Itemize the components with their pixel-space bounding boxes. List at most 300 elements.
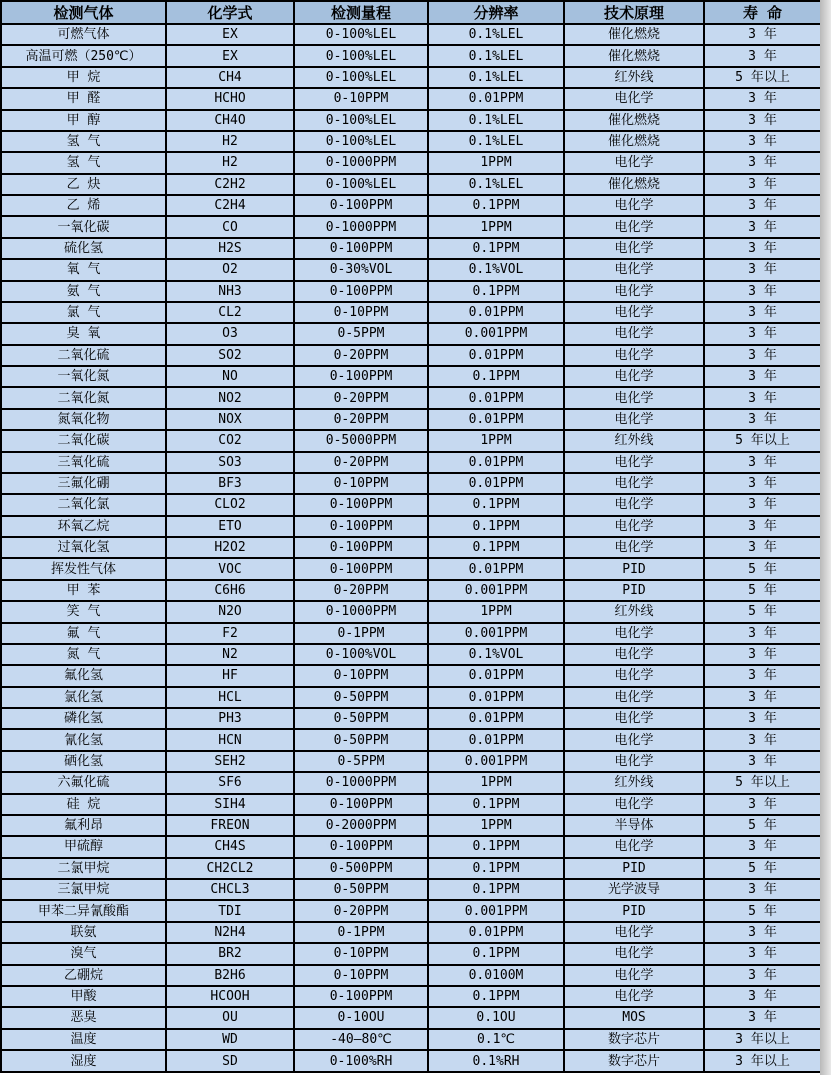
cell-lifespan: 3 年	[704, 88, 821, 109]
cell-formula: CH4O	[166, 110, 294, 131]
cell-gas: 过氧化氢	[1, 537, 166, 558]
cell-range: 0-100PPM	[294, 836, 428, 857]
cell-resolution: 1PPM	[428, 216, 564, 237]
table-row	[1, 302, 821, 323]
cell-range: 0-100PPM	[294, 366, 428, 387]
cell-gas: 环氧乙烷	[1, 516, 166, 537]
table-row	[1, 281, 821, 302]
cell-resolution: 0.01PPM	[428, 88, 564, 109]
cell-gas: 二氯甲烷	[1, 858, 166, 879]
cell-lifespan: 3 年	[704, 366, 821, 387]
column-header-formula: 化学式	[166, 1, 294, 24]
table-row	[1, 110, 821, 131]
cell-resolution: 1PPM	[428, 152, 564, 173]
cell-principle: 催化燃烧	[564, 24, 704, 45]
cell-gas: 联氨	[1, 922, 166, 943]
cell-principle: 数字芯片	[564, 1029, 704, 1050]
cell-formula: FREON	[166, 815, 294, 836]
cell-range: 0-10PPM	[294, 473, 428, 494]
cell-range: 0-100PPM	[294, 281, 428, 302]
cell-resolution: 0.01PPM	[428, 473, 564, 494]
cell-lifespan: 3 年	[704, 302, 821, 323]
column-header-gas: 检测气体	[1, 1, 166, 24]
cell-formula: SO2	[166, 345, 294, 366]
cell-principle: 电化学	[564, 965, 704, 986]
cell-lifespan: 5 年	[704, 601, 821, 622]
table-row	[1, 88, 821, 109]
table-row	[1, 174, 821, 195]
cell-lifespan: 3 年	[704, 281, 821, 302]
cell-gas: 甲 醛	[1, 88, 166, 109]
cell-principle: 电化学	[564, 794, 704, 815]
cell-lifespan: 3 年	[704, 537, 821, 558]
cell-principle: 电化学	[564, 729, 704, 750]
table-row	[1, 195, 821, 216]
cell-range: 0-1PPM	[294, 922, 428, 943]
cell-gas: 一氧化碳	[1, 216, 166, 237]
cell-range: -40—80℃	[294, 1029, 428, 1050]
cell-formula: SF6	[166, 772, 294, 793]
cell-range: 0-500PPM	[294, 858, 428, 879]
cell-range: 0-100%RH	[294, 1050, 428, 1072]
cell-formula: CO	[166, 216, 294, 237]
cell-gas: 硒化氢	[1, 751, 166, 772]
cell-formula: NOX	[166, 409, 294, 430]
cell-range: 0-100%LEL	[294, 110, 428, 131]
cell-resolution: 0.1%LEL	[428, 45, 564, 66]
cell-resolution: 0.1%LEL	[428, 24, 564, 45]
cell-lifespan: 3 年	[704, 965, 821, 986]
table-row	[1, 537, 821, 558]
cell-formula: H2	[166, 152, 294, 173]
table-row	[1, 516, 821, 537]
cell-formula: EX	[166, 24, 294, 45]
cell-principle: 电化学	[564, 473, 704, 494]
table-row	[1, 687, 821, 708]
cell-formula: TDI	[166, 900, 294, 921]
cell-principle: 电化学	[564, 452, 704, 473]
cell-formula: CH4	[166, 67, 294, 88]
cell-range: 0-100%LEL	[294, 45, 428, 66]
cell-principle: 电化学	[564, 537, 704, 558]
table-row	[1, 729, 821, 750]
cell-resolution: 0.1℃	[428, 1029, 564, 1050]
cell-gas: 氮氧化物	[1, 409, 166, 430]
cell-principle: 红外线	[564, 67, 704, 88]
cell-principle: 催化燃烧	[564, 131, 704, 152]
cell-resolution: 0.1PPM	[428, 986, 564, 1007]
cell-formula: HCN	[166, 729, 294, 750]
cell-resolution: 0.001PPM	[428, 623, 564, 644]
cell-resolution: 0.1PPM	[428, 516, 564, 537]
table-row	[1, 708, 821, 729]
cell-resolution: 0.1PPM	[428, 794, 564, 815]
cell-principle: 电化学	[564, 216, 704, 237]
cell-lifespan: 3 年	[704, 644, 821, 665]
cell-formula: CO2	[166, 430, 294, 451]
table-row	[1, 24, 821, 45]
cell-gas: 三氟化硼	[1, 473, 166, 494]
cell-resolution: 0.1%LEL	[428, 174, 564, 195]
cell-formula: F2	[166, 623, 294, 644]
cell-range: 0-100%LEL	[294, 24, 428, 45]
cell-principle: 电化学	[564, 366, 704, 387]
cell-gas: 氨 气	[1, 281, 166, 302]
cell-gas: 硫化氢	[1, 238, 166, 259]
column-header-principle: 技术原理	[564, 1, 704, 24]
cell-formula: H2S	[166, 238, 294, 259]
cell-principle: 电化学	[564, 281, 704, 302]
cell-range: 0-100PPM	[294, 558, 428, 579]
cell-range: 0-5PPM	[294, 323, 428, 344]
cell-range: 0-50PPM	[294, 687, 428, 708]
cell-lifespan: 3 年	[704, 665, 821, 686]
cell-resolution: 0.1PPM	[428, 366, 564, 387]
table-row	[1, 751, 821, 772]
cell-principle: 红外线	[564, 601, 704, 622]
table-row	[1, 45, 821, 66]
cell-lifespan: 5 年以上	[704, 430, 821, 451]
cell-lifespan: 5 年	[704, 900, 821, 921]
cell-gas: 甲 苯	[1, 580, 166, 601]
cell-principle: 电化学	[564, 409, 704, 430]
cell-lifespan: 3 年	[704, 494, 821, 515]
cell-principle: 电化学	[564, 152, 704, 173]
cell-lifespan: 3 年	[704, 216, 821, 237]
cell-gas: 六氟化硫	[1, 772, 166, 793]
cell-range: 0-20PPM	[294, 452, 428, 473]
cell-principle: MOS	[564, 1007, 704, 1028]
cell-principle: 电化学	[564, 238, 704, 259]
cell-principle: 电化学	[564, 665, 704, 686]
cell-lifespan: 3 年	[704, 708, 821, 729]
cell-lifespan: 3 年	[704, 986, 821, 1007]
cell-range: 0-100PPM	[294, 986, 428, 1007]
cell-principle: PID	[564, 900, 704, 921]
cell-gas: 二氧化碳	[1, 430, 166, 451]
cell-gas: 溴气	[1, 943, 166, 964]
cell-formula: NO	[166, 366, 294, 387]
cell-range: 0-20PPM	[294, 580, 428, 601]
cell-range: 0-50PPM	[294, 708, 428, 729]
cell-lifespan: 3 年	[704, 751, 821, 772]
table-row	[1, 387, 821, 408]
cell-formula: NH3	[166, 281, 294, 302]
cell-principle: PID	[564, 858, 704, 879]
cell-principle: 电化学	[564, 708, 704, 729]
cell-formula: H2O2	[166, 537, 294, 558]
table-row	[1, 601, 821, 622]
cell-lifespan: 3 年	[704, 238, 821, 259]
cell-range: 0-50PPM	[294, 879, 428, 900]
table-row	[1, 345, 821, 366]
cell-principle: 电化学	[564, 516, 704, 537]
cell-formula: BF3	[166, 473, 294, 494]
cell-gas: 甲 醇	[1, 110, 166, 131]
cell-resolution: 0.01PPM	[428, 729, 564, 750]
cell-formula: BR2	[166, 943, 294, 964]
cell-gas: 挥发性气体	[1, 558, 166, 579]
cell-lifespan: 3 年	[704, 24, 821, 45]
table-row	[1, 965, 821, 986]
cell-formula: SIH4	[166, 794, 294, 815]
table-row	[1, 922, 821, 943]
cell-lifespan: 3 年	[704, 110, 821, 131]
cell-range: 0-10PPM	[294, 965, 428, 986]
cell-gas: 臭 氧	[1, 323, 166, 344]
cell-principle: PID	[564, 558, 704, 579]
cell-gas: 氮 气	[1, 644, 166, 665]
cell-range: 0-100%LEL	[294, 174, 428, 195]
cell-formula: EX	[166, 45, 294, 66]
cell-resolution: 0.01PPM	[428, 665, 564, 686]
cell-lifespan: 3 年	[704, 452, 821, 473]
cell-resolution: 0.1%RH	[428, 1050, 564, 1072]
cell-principle: PID	[564, 580, 704, 601]
table-row	[1, 216, 821, 237]
cell-range: 0-20PPM	[294, 345, 428, 366]
cell-formula: B2H6	[166, 965, 294, 986]
cell-resolution: 0.1PPM	[428, 836, 564, 857]
column-header-range: 检测量程	[294, 1, 428, 24]
cell-formula: SO3	[166, 452, 294, 473]
cell-lifespan: 5 年以上	[704, 67, 821, 88]
table-row	[1, 152, 821, 173]
cell-lifespan: 3 年	[704, 794, 821, 815]
cell-formula: PH3	[166, 708, 294, 729]
cell-range: 0-10PPM	[294, 943, 428, 964]
cell-principle: 电化学	[564, 88, 704, 109]
cell-resolution: 0.0100M	[428, 965, 564, 986]
header-row	[1, 1, 821, 24]
cell-gas: 甲 烷	[1, 67, 166, 88]
table-row	[1, 323, 821, 344]
cell-gas: 恶臭	[1, 1007, 166, 1028]
cell-range: 0-10PPM	[294, 88, 428, 109]
cell-lifespan: 3 年	[704, 152, 821, 173]
cell-range: 0-20PPM	[294, 409, 428, 430]
cell-lifespan: 3 年	[704, 131, 821, 152]
cell-formula: C2H2	[166, 174, 294, 195]
table-row	[1, 473, 821, 494]
cell-resolution: 0.1PPM	[428, 195, 564, 216]
cell-lifespan: 3 年	[704, 174, 821, 195]
cell-gas: 可燃气体	[1, 24, 166, 45]
cell-resolution: 0.1PPM	[428, 858, 564, 879]
cell-formula: OU	[166, 1007, 294, 1028]
table-row	[1, 366, 821, 387]
table-row	[1, 430, 821, 451]
cell-lifespan: 3 年	[704, 345, 821, 366]
cell-lifespan: 3 年	[704, 259, 821, 280]
cell-principle: 电化学	[564, 345, 704, 366]
cell-gas: 乙 炔	[1, 174, 166, 195]
cell-principle: 数字芯片	[564, 1050, 704, 1072]
cell-lifespan: 3 年	[704, 943, 821, 964]
cell-formula: HCOOH	[166, 986, 294, 1007]
cell-principle: 电化学	[564, 922, 704, 943]
cell-formula: ETO	[166, 516, 294, 537]
table-row	[1, 623, 821, 644]
cell-principle: 电化学	[564, 943, 704, 964]
cell-resolution: 0.1%LEL	[428, 110, 564, 131]
cell-lifespan: 3 年	[704, 729, 821, 750]
cell-gas: 二氧化氯	[1, 494, 166, 515]
cell-lifespan: 3 年	[704, 45, 821, 66]
table-row	[1, 452, 821, 473]
cell-lifespan: 3 年	[704, 623, 821, 644]
table-row	[1, 1007, 821, 1028]
cell-gas: 磷化氢	[1, 708, 166, 729]
cell-range: 0-20PPM	[294, 387, 428, 408]
cell-lifespan: 3 年	[704, 409, 821, 430]
cell-gas: 氢 气	[1, 152, 166, 173]
cell-gas: 高温可燃（250℃）	[1, 45, 166, 66]
cell-lifespan: 3 年	[704, 922, 821, 943]
cell-range: 0-100%VOL	[294, 644, 428, 665]
cell-formula: O2	[166, 259, 294, 280]
cell-lifespan: 3 年以上	[704, 1050, 821, 1072]
cell-range: 0-1PPM	[294, 623, 428, 644]
cell-formula: HF	[166, 665, 294, 686]
cell-lifespan: 3 年	[704, 1007, 821, 1028]
cell-resolution: 1PPM	[428, 430, 564, 451]
column-header-lifespan: 寿 命	[704, 1, 821, 24]
cell-gas: 二氧化硫	[1, 345, 166, 366]
cell-formula: C2H4	[166, 195, 294, 216]
cell-lifespan: 5 年以上	[704, 772, 821, 793]
table-row	[1, 238, 821, 259]
cell-gas: 二氧化氮	[1, 387, 166, 408]
cell-range: 0-50PPM	[294, 729, 428, 750]
cell-formula: C6H6	[166, 580, 294, 601]
cell-formula: N2H4	[166, 922, 294, 943]
cell-resolution: 0.1PPM	[428, 537, 564, 558]
cell-resolution: 0.1PPM	[428, 879, 564, 900]
cell-principle: 电化学	[564, 302, 704, 323]
cell-resolution: 0.01PPM	[428, 687, 564, 708]
table-row	[1, 580, 821, 601]
cell-gas: 氟利昂	[1, 815, 166, 836]
cell-range: 0-100PPM	[294, 494, 428, 515]
cell-principle: 电化学	[564, 259, 704, 280]
cell-gas: 笑 气	[1, 601, 166, 622]
cell-resolution: 0.1PPM	[428, 494, 564, 515]
cell-resolution: 0.01PPM	[428, 922, 564, 943]
cell-formula: WD	[166, 1029, 294, 1050]
cell-resolution: 0.01PPM	[428, 558, 564, 579]
table-row	[1, 815, 821, 836]
cell-range: 0-100PPM	[294, 537, 428, 558]
cell-lifespan: 3 年	[704, 836, 821, 857]
cell-principle: 电化学	[564, 644, 704, 665]
cell-gas: 氰化氢	[1, 729, 166, 750]
cell-formula: N2O	[166, 601, 294, 622]
table-row	[1, 1050, 821, 1072]
table-row	[1, 943, 821, 964]
cell-range: 0-1000PPM	[294, 601, 428, 622]
cell-resolution: 0.001PPM	[428, 580, 564, 601]
table-row	[1, 558, 821, 579]
cell-resolution: 0.001PPM	[428, 900, 564, 921]
cell-gas: 氟 气	[1, 623, 166, 644]
cell-principle: 电化学	[564, 751, 704, 772]
cell-range: 0-100PPM	[294, 238, 428, 259]
cell-gas: 一氧化氮	[1, 366, 166, 387]
cell-gas: 湿度	[1, 1050, 166, 1072]
cell-lifespan: 3 年	[704, 323, 821, 344]
cell-resolution: 1PPM	[428, 815, 564, 836]
cell-resolution: 0.001PPM	[428, 751, 564, 772]
cell-gas: 氢 气	[1, 131, 166, 152]
table-row	[1, 644, 821, 665]
cell-principle: 电化学	[564, 687, 704, 708]
cell-principle: 催化燃烧	[564, 110, 704, 131]
cell-principle: 催化燃烧	[564, 45, 704, 66]
cell-principle: 电化学	[564, 623, 704, 644]
table-row	[1, 409, 821, 430]
cell-principle: 红外线	[564, 430, 704, 451]
table-row	[1, 1029, 821, 1050]
cell-range: 0-20PPM	[294, 900, 428, 921]
cell-resolution: 0.01PPM	[428, 409, 564, 430]
cell-gas: 乙 烯	[1, 195, 166, 216]
cell-formula: SEH2	[166, 751, 294, 772]
cell-lifespan: 5 年	[704, 558, 821, 579]
cell-resolution: 0.1%VOL	[428, 644, 564, 665]
cell-lifespan: 3 年	[704, 516, 821, 537]
cell-principle: 电化学	[564, 494, 704, 515]
cell-lifespan: 3 年	[704, 387, 821, 408]
table-row	[1, 879, 821, 900]
cell-formula: N2	[166, 644, 294, 665]
cell-formula: NO2	[166, 387, 294, 408]
cell-formula: HCHO	[166, 88, 294, 109]
cell-principle: 电化学	[564, 323, 704, 344]
cell-range: 0-1000PPM	[294, 772, 428, 793]
table-row	[1, 858, 821, 879]
cell-resolution: 0.1%LEL	[428, 67, 564, 88]
cell-range: 0-1000PPM	[294, 152, 428, 173]
cell-resolution: 0.1OU	[428, 1007, 564, 1028]
cell-gas: 硅 烷	[1, 794, 166, 815]
cell-gas: 温度	[1, 1029, 166, 1050]
cell-resolution: 0.01PPM	[428, 345, 564, 366]
cell-lifespan: 5 年	[704, 580, 821, 601]
cell-formula: CH2CL2	[166, 858, 294, 879]
table-row	[1, 836, 821, 857]
cell-range: 0-100PPM	[294, 516, 428, 537]
table-row	[1, 665, 821, 686]
cell-formula: VOC	[166, 558, 294, 579]
table-row	[1, 794, 821, 815]
cell-resolution: 0.01PPM	[428, 302, 564, 323]
cell-principle: 光学波导	[564, 879, 704, 900]
table-body	[1, 24, 821, 1072]
table-row	[1, 494, 821, 515]
cell-gas: 三氯甲烷	[1, 879, 166, 900]
cell-lifespan: 5 年	[704, 858, 821, 879]
cell-lifespan: 5 年	[704, 815, 821, 836]
cell-range: 0-100PPM	[294, 195, 428, 216]
cell-principle: 红外线	[564, 772, 704, 793]
table-row	[1, 259, 821, 280]
cell-principle: 电化学	[564, 836, 704, 857]
cell-range: 0-5000PPM	[294, 430, 428, 451]
cell-resolution: 1PPM	[428, 772, 564, 793]
cell-principle: 半导体	[564, 815, 704, 836]
cell-formula: HCL	[166, 687, 294, 708]
